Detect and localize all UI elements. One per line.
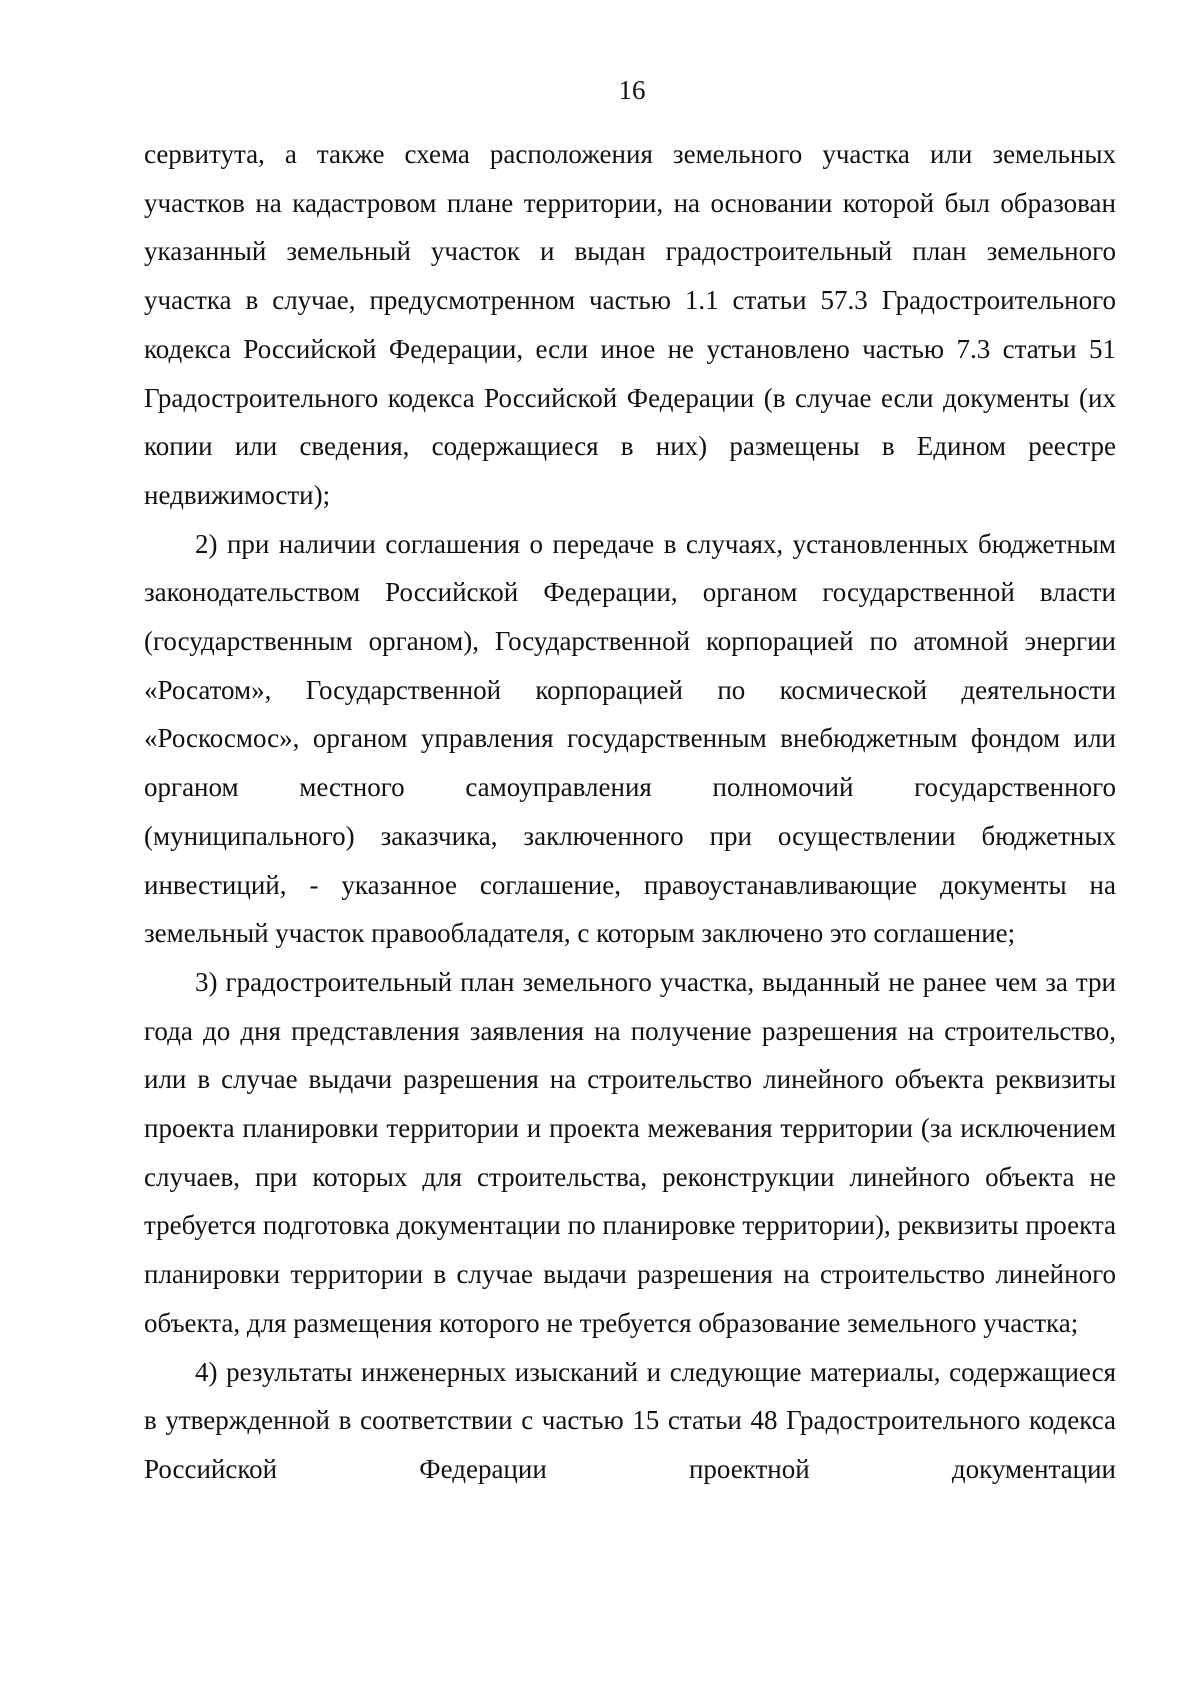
paragraph-item-2: 2) при наличии соглашения о передаче в случаях, установленных бюджетным законодательством Российской Федерации, органом государственной власти (государственным органом), Государственной корпорацией по атомной энергии «Росатом», Государственной корпорацией по космической деятельности «Роскосмос», органом управления государственным внебюджетным фондом или органом местного самоуправления полномочий государственного (муниципального) заказчика, заключенного при осуществлении бюджетных инвестиций, - указанное соглашение, правоустанавливающие документы на земельный участок правообладателя, с которым заключено это соглашение;	[144, 528, 1116, 949]
paragraph-item-4: 4) результаты инженерных изысканий и следующие материалы, содержащиеся в утвержденной в соответствии с частью 15 статьи 48 Градостроительного кодекса Российской Федерации проектной документации	[144, 1356, 1116, 1484]
paragraph-continuation: сервитута, а также схема расположения земельного участка или земельных участков на кадастровом плане территории, на основании которой был образован указанный земельный участок и выдан градостроительный план земельного участка в случае, предусмотренном частью 1.1 статьи 57.3 Градостроительного кодекса Российской Федерации, если иное не установлено частью 7.3 статьи 51 Градостроительного кодекса Российской Федерации (в случае если документы (их копии или сведения, содержащиеся в них) размещены в Едином реестре недвижимости);	[144, 139, 1116, 510]
page-number: 16	[618, 75, 646, 105]
paragraph-item-3: 3) градостроительный план земельного участка, выданный не ранее чем за три года до дня представления заявления на получение разрешения на строительство, или в случае выдачи разрешения на строительство линейного объекта реквизиты проекта планировки территории и проекта межевания территории (за исключением случаев, при которых для строительства, реконструкции линейного объекта не требуется подготовка документации по планировке территории), реквизиты проекта планировки территории в случае выдачи разрешения на строительство линейного объекта, для размещения которого не требуется образование земельного участка;	[144, 966, 1116, 1338]
document-body	[144, 130, 1116, 1494]
